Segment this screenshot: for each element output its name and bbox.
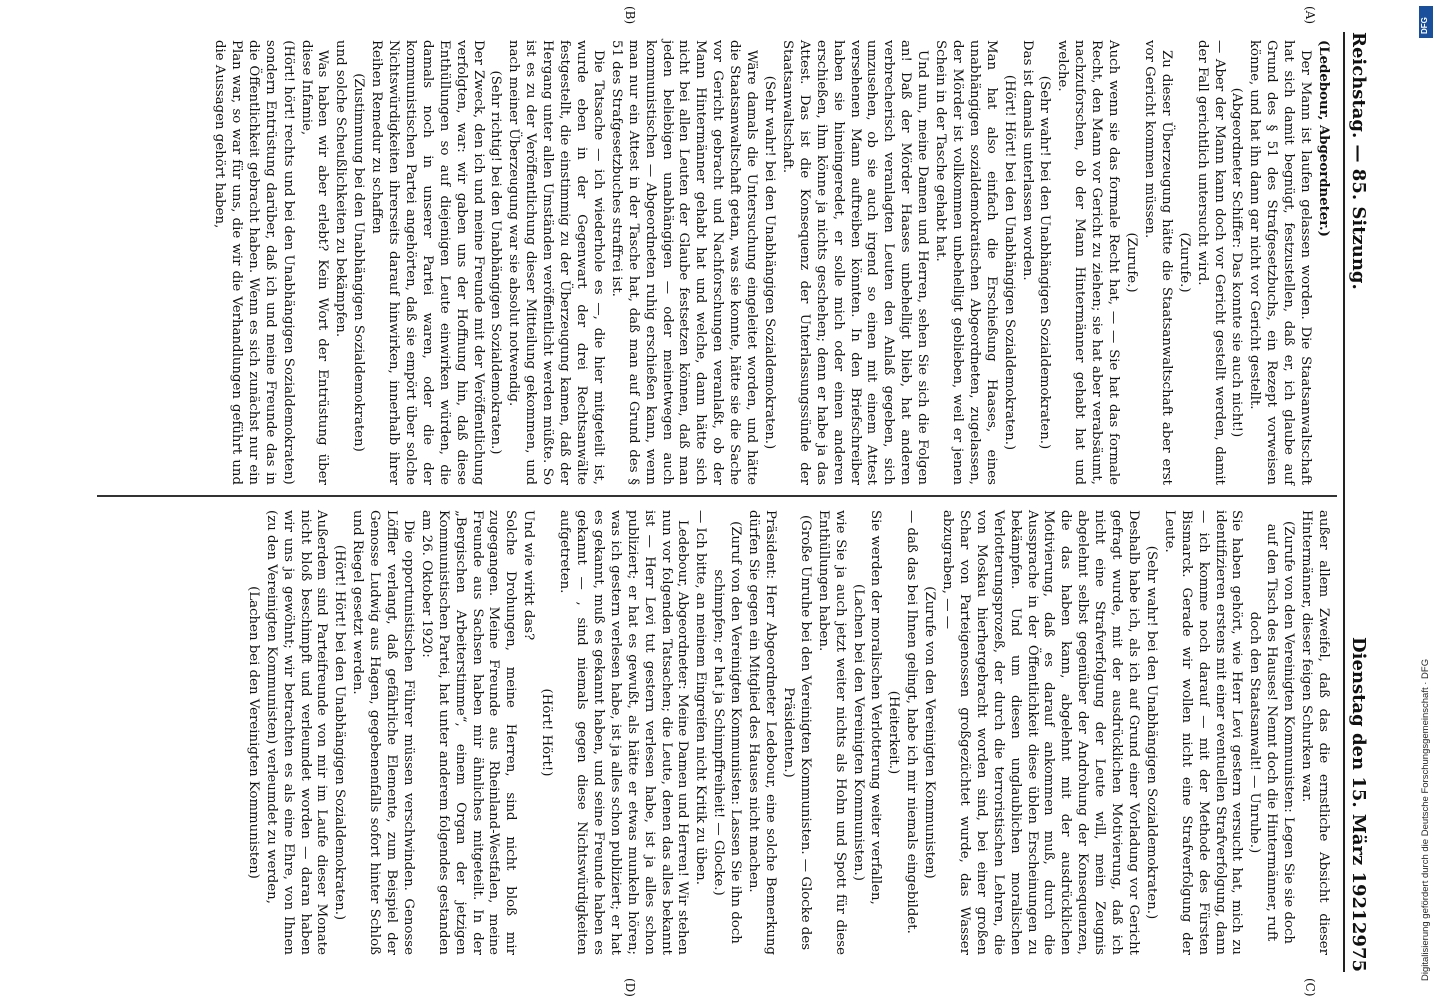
left-column-paragraph: (Ledebour, Abgeordneter.) [1316, 40, 1331, 237]
left-column-paragraph: (Hört! Hört! bei den Unabhängigen Sozialdemokraten.) [1001, 74, 1017, 451]
right-column-paragraph: Sie werden der moralischen Verlotterung weiter verfallen, [868, 510, 884, 905]
right-column-paragraph: (Sehr wahr! bei den Unabhängigen Sozialdemokraten.) [1143, 545, 1159, 920]
right-column-paragraph: (Zuruf von den Vereinigten Kommunisten: Lassen Sie ihn doch schimpfen; er hat ja Schimpffreiheit! — Glocke.) [711, 521, 744, 944]
left-column-paragraph: (Hört! hört! rechts und bei den Unabhängigen Sozialdemokraten) [280, 40, 296, 485]
header-right-title: Dienstag den 15. März 1921. [1348, 637, 1369, 928]
left-column-paragraph: Der Mann ist laufen gelassen worden. Die Staatsanwaltschaft hat sich damit begnügt, festzustellen, daß er, ich glaube auf Grund des § 51 des Strafgesetzbuchs, ein Rezept vorweisen könne, und hat ihn dann gar nicht vor Gericht gestellt. [1247, 40, 1314, 485]
left-column-paragraph: Auch wenn sie das formale Recht hat, — — Sie hat das formale Recht, den Mann vor Gericht zu ziehen; sie hat aber verabsäumt, nachzuforschen, ob der Mann Hintermänner gehabt hat und welche. [1055, 40, 1122, 485]
page-number: 2975 [1348, 921, 1369, 972]
right-column-paragraph: Ledebour, Abgeordneter: Meine Damen und Herren! Wir stehen nun vor folgenden Tatsachen; die Leute, denen das alles bekannt ist — Herr Levi tut gestern verlesen habe, ist ja alles schon publiziert; er hat es gewußt, als hätte er etwas munkeln hören; was ich gestern verlesen habe, ist ja alles schon publiziert; er hat es gekannt, muß es gekannt haben, und seine Freunde haben es gekannt — , sind niemals gegen diese Nichtswürdigkeiten aufgetreten. [557, 510, 691, 955]
left-column-paragraph: Zu dieser Überzeugung hätte die Staatsanwaltschaft aber erst vor Gericht kommen müssen. [1141, 40, 1174, 485]
right-column-paragraph: (Lachen bei den Vereinigten Kommunisten.) [850, 584, 866, 881]
left-column-paragraph: Und nun, meine Damen und Herren, sehen Sie sich die Folgen an! Daß der Mörder Haases unbehelligt blieb, hat anderen verbrecherisch veranlagten Leuten den Anlaß gegeben, sich umzusehen, ob sie auch irgend so einen mit einem Attest versehenen Mann auftreiben könnten. In den Briefschreiber haben sie hineingeredet, er solle mich oder einen anderen erschießen, ihm könne ja nichts geschehen; denn er habe ja das Attest. Das ist die Konsequenz der Unterlassungssünde der Staatsanwaltschaft. [779, 40, 931, 485]
right-column-paragraph: Die opportunistischen Führer müssen verschwinden. Genosse Löffler verlangt, daß gefährliche Elemente, zum Beispiel der Genosse Ludwig aus Hagen, gegebenenfalls sofort hinter Schloß und Riegel gesetzt werden. [350, 510, 416, 955]
margin-mark-d: (D) [623, 978, 637, 997]
right-column-paragraph: Deshalb habe ich, als ich auf Grund einer Vorladung vor Gericht gefragt wurde, mit der ausdrücklichen Motivierung, daß ich nicht eine Strafverfolgung der Leute will, mein Zeugnis abgelehnt selbst gegenüber der Androhung der Konsequenzen, die das haben kann, abgelehnt mit der ausdrücklichen Motivierung, daß es darauf ankommen muß, durch die Aussprache in der Öffentlichkeit diese üblen Erscheinungen zu bekämpfen. Und um diesen unglaublichen moralischen Verlotterungsprozeß, der durch die terroristischen Lehren, die von Moskau hierhergebracht worden sind, bei einer großen Schar von Parteigenossen großgezüchtet wurde, das Wasser abzugraben, — — [940, 510, 1142, 955]
left-column-paragraph: sondern Entrüstung darüber, daß ich und meine Freunde das in die Öffentlichkeit gebracht haben. Wenn es sich zunächst nur ein Plan war, so war für uns, die wir die Verhandlungen geführt und die Aussagen gehört haben, [212, 40, 278, 485]
page-header [1343, 32, 1377, 972]
digitization-note [1418, 6, 1434, 986]
right-column-paragraph: (Heiterkeit.) [886, 690, 902, 775]
margin-mark-a: (A) [1303, 6, 1317, 25]
right-column-paragraph: (Zurufe von den Vereinigten Kommunisten: Legen Sie sie doch auf den Tisch des Hauses! Nennt doch die Hintermänner, ruft doch den Staatsanwalt! — Unruhe.) [1247, 521, 1297, 944]
right-column-paragraph: (Große Unruhe bei den Vereinigten Kommunisten. — Glocke des Präsidenten.) [780, 514, 813, 951]
right-column-paragraph: (Hört! Hört!) [539, 688, 555, 777]
right-text-column [243, 510, 1331, 955]
left-column-paragraph: (Sehr richtig! bei den Unabhängigen Sozialdemokraten.) [488, 70, 504, 455]
column-divider [97, 495, 1337, 497]
right-column-paragraph: Solche Drohungen, meine Herren, sind nicht bloß mir zugegangen. Meine Freunde aus Rheinland-Westfalen, meine Freunde aus Sachsen haben mir ähnliches mitgeteilt. In der „Bergischen Arbeiterstimme“, einem Organ der jetzigen Kommunistischen Partei, hat unter anderem folgendes gestanden am 26. Oktober 1920: [418, 510, 519, 955]
digitization-text: Digitalisierung gefördert durch die Deutsche Forschungsgemeinschaft · DFG [1420, 658, 1431, 981]
left-column-paragraph: Die Tatsache — ich wiederhole es —, die hier mitgeteilt ist, wurde eben in der Gegenwart der drei Rechtsanwälte festgestellt, die einstimmig zu der Überzeugung kamen, daß der Hergang unter allen Umständen veröffentlicht werden müßte. So ist es zu der Veröffentlichung dieser Mitteilung gekommen, und nach meiner Überzeugung war sie absolut notwendig. [506, 40, 606, 485]
right-column-paragraph: — Ich bitte, an meinem Eingreifen nicht Kritik zu üben. [693, 510, 709, 885]
rotated-newspaper-page [82, 6, 1377, 997]
left-column-paragraph: (Zurufe.) [1176, 232, 1192, 293]
right-column-paragraph: (Lachen bei den Vereinigten Kommunisten) [245, 586, 261, 879]
right-column-paragraph: Außerdem sind Parteifreunde von mir im Laufe dieser Monate nicht bloß beschimpft und verleumdet worden — daran haben wir uns ja gewöhnt; wir betrachten es als eine Ehre, von Ihnen (zu den Vereinigten Kommunisten) verleumdet zu werden, [263, 510, 330, 955]
left-column-paragraph: (Sehr wahr! bei den Unabhängigen Sozialdemokraten.) [1037, 75, 1053, 450]
margin-mark-c: (C) [1303, 978, 1317, 997]
left-column-paragraph: — Aber der Mann kann doch vor Gericht gestellt werden, damit der Fall gerichtlich untersucht wird. [1194, 40, 1227, 485]
right-column-paragraph: Und wie wirkt das? [521, 510, 537, 641]
right-column-paragraph: (Zurufe von den Vereinigten Kommunisten) [922, 586, 938, 879]
right-column-paragraph: wie Sie ja auch jetzt weiter nichts als Hohn und Spott für diese Enthüllungen haben. [815, 510, 848, 955]
left-column-paragraph: Das ist damals unterlassen worden. [1019, 40, 1035, 281]
header-left-title: Reichstag. — 85. Sitzung. [1348, 32, 1369, 290]
left-column-paragraph: und solche Scheußlichkeiten zu bekämpfen. [333, 40, 349, 338]
left-column-paragraph: (Zustimmung bei den Unabhängigen Sozialdemokraten) [351, 73, 367, 452]
left-column-paragraph: (Abgeordneter Schiffer: Das konnte sie auch nicht!) [1229, 87, 1245, 438]
left-column-paragraph: Man hat also einfach die Erschießung Haases, eines unabhängigen sozialdemokratischen Abgeordneten, zugelassen, der Mörder ist vollkommen unbehelligt geblieben, weil er jenen Schein in der Tasche gehabt hat. [933, 40, 999, 485]
left-column-paragraph: Was haben wir aber erlebt? Kein Wort der Entrüstung über diese Infamie, [298, 40, 331, 485]
right-column-paragraph: (Hört! Hört! bei den Unabhängigen Sozialdemokraten.) [332, 544, 348, 921]
left-text-column [209, 40, 1331, 485]
left-column-paragraph: Der Zweck, den ich und meine Freunde mit der Veröffentlichung verfolgten, war: wir gaben uns der Hoffnung hin, daß diese Enthüllungen so auf diejenigen Leute einwirken würden, die damals noch in unserer Partei waren, oder die der kommunistischen Partei angehörten, daß sie empört über solche Nichtswürdigkeiten ihrerseits darauf hinwirken, innerhalb ihrer Reihen Remedur zu schaffen [369, 40, 486, 485]
left-column-paragraph: (Zurufe.) [1124, 232, 1140, 293]
left-column-paragraph: Wäre damals die Untersuchung eingeleitet worden, und hätte die Staatsanwaltschaft getan, was sie konnte, hätte sie die Sache vor Gericht gebracht und Nachforschungen veranlaßt, ob der Mann Hintermänner gehabt hat und welche, dann hätte sich nicht bei allen Leuten der Glaube festsetzen können, daß man jeden beliebigen unabhängigen — oder meinetwegen auch kommunistischen — Abgeordneten ruhig erschießen kann, wenn man nur ein Attest in der Tasche hat, daß man auf Grund des § 51 des Strafgesetzbuches straffrei ist. [608, 40, 760, 485]
dfg-logo: DFG [1419, 6, 1433, 38]
right-column-paragraph: Präsident: Herr Abgeordneter Ledebour, eine solche Bemerkung dürfen Sie gegen ein Mitglied des Hauses nicht machen. [746, 510, 778, 955]
right-column-paragraph: außer allem Zweifel, daß das die ernstliche Absicht dieser Hintermänner, dieser feigen Schurken war. [1299, 510, 1331, 955]
left-column-paragraph: (Sehr wahr! bei den Unabhängigen Sozialdemokraten.) [762, 75, 777, 450]
right-column-paragraph: Sie haben gehört, wie Herr Levi gestern versucht hat, mich zu identifizieren erstens mit einer eventuellen Strafverfolgung, dann — ich komme noch darauf — mit der Methode des Fürsten Bismarck. Gerade wir wollen nicht eine Strafverfolgung der Leute. [1161, 510, 1245, 955]
right-column-paragraph: — daß das bei Ihnen gelingt, habe ich mir niemals eingebildet. [904, 510, 920, 934]
header-rule [1343, 32, 1345, 972]
margin-mark-b: (B) [623, 6, 637, 25]
